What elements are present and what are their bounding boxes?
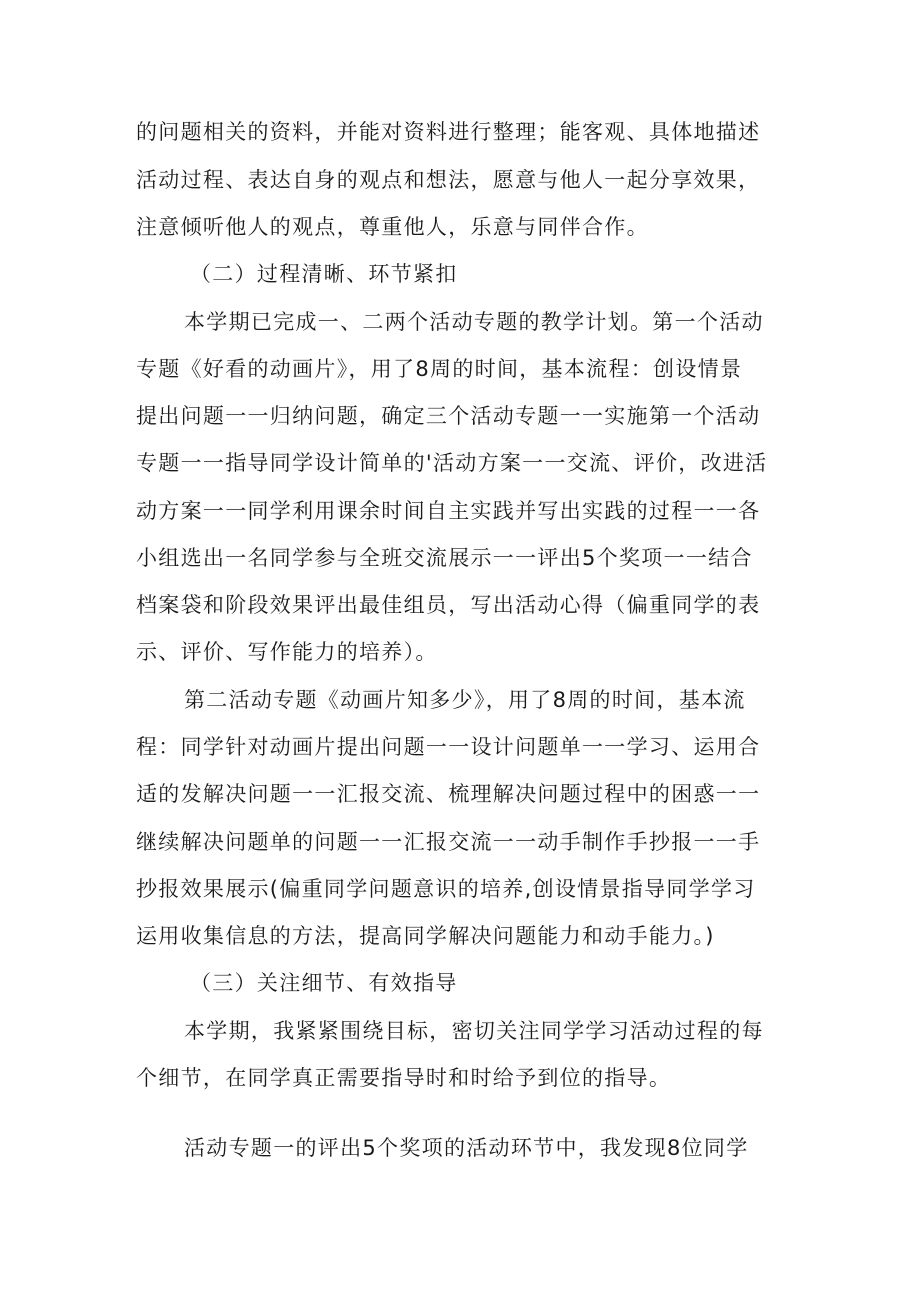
paragraph-line: 继续解决问题单的问题一一汇报交流一一动手制作手抄报一一手 (136, 830, 761, 854)
paragraph-line: 动方案一一同学利用课余时间自主实践并写出实践的过程一一各 (136, 499, 761, 523)
paragraph-line: 个细节，在同学真正需要指导时和时给予到位的指导。 (136, 1066, 672, 1090)
paragraph-line: 提出问题一一归纳问题，确定三个活动专题一一实施第一个活动 (136, 404, 761, 428)
paragraph-line: 示、评价、写作能力的培养）。 (136, 640, 438, 664)
paragraph-line: 程：同学针对动画片提出问题一一设计问题单一一学习、运用合 (136, 735, 761, 759)
paragraph-line: 专题《好看的动画片》，用了8周的时间，基本流程：创设情景 (136, 357, 743, 381)
paragraph-line: 本学期，我紧紧围绕目标，密切关注同学学习活动过程的每 (184, 1019, 764, 1043)
paragraph-line: 活动过程、表达自身的观点和想法，愿意与他人一起分享效果， (136, 168, 761, 192)
paragraph-line: 的问题相关的资料，并能对资料进行整理；能客观、具体地描述 (136, 120, 761, 144)
paragraph-line: 运用收集信息的方法，提高同学解决问题能力和动手能力。) (136, 924, 715, 948)
paragraph-line: 适的发解决问题一一汇报交流、梳理解决问题过程中的困惑一一 (136, 782, 761, 806)
paragraph-line: 注意倾听他人的观点，尊重他人，乐意与同伴合作。 (136, 215, 649, 239)
paragraph-line: 抄报效果展示(偏重同学问题意识的培养,创设情景指导同学学习 (136, 877, 756, 901)
paragraph-line: 小组选出一名同学参与全班交流展示一一评出5个奖项一一结合 (136, 546, 753, 570)
paragraph-line: 第二活动专题《动画片知多少》，用了8周的时间，基本流 (184, 688, 746, 712)
paragraph-line: 专题一一指导同学设计简单的'活动方案一一交流、评价，改进活 (136, 451, 768, 475)
paragraph-line: 活动专题一的评出5个奖项的活动环节中，我发现8位同学 (184, 1136, 749, 1160)
paragraph-line: 本学期已完成一、二两个活动专题的教学计划。第一个活动 (184, 310, 764, 334)
section-heading: （三）关注细节、有效指导 (190, 971, 458, 995)
paragraph-line: 档案袋和阶段效果评出最佳组员，写出活动心得（偏重同学的表 (136, 593, 761, 617)
section-heading: （二）过程清晰、环节紧扣 (190, 262, 458, 286)
